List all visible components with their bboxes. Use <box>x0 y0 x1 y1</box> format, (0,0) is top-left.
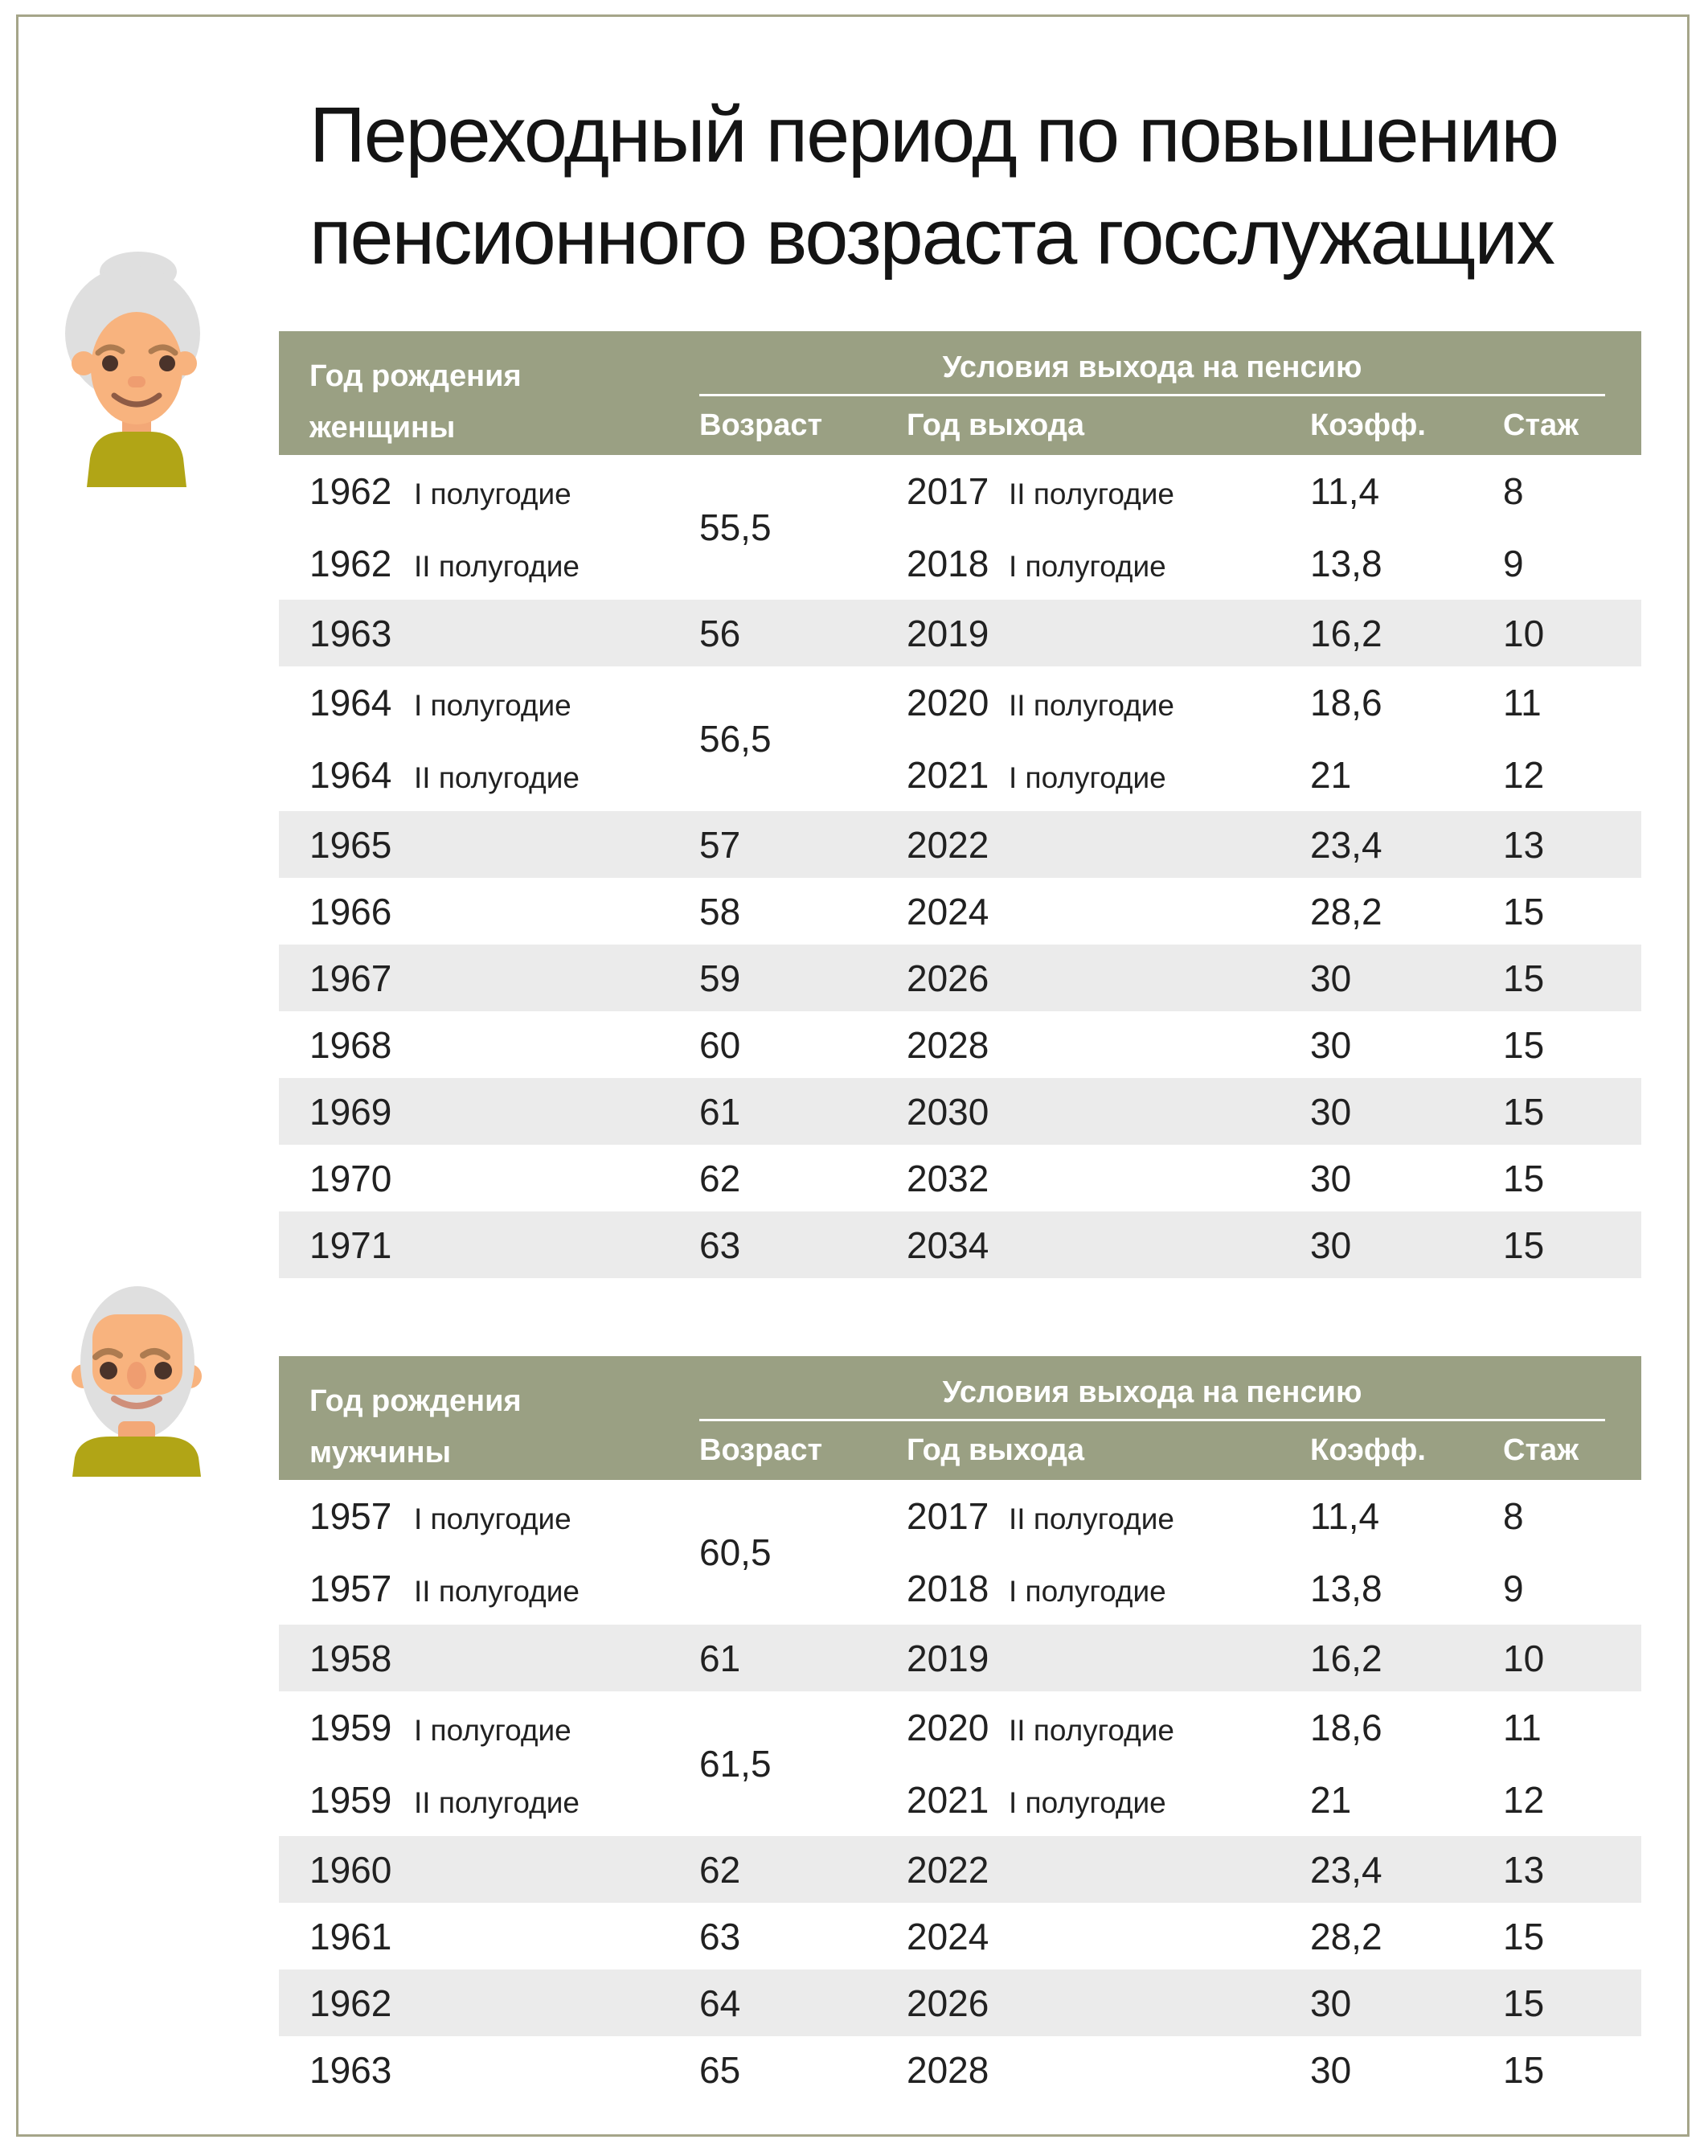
exit-year: 2024 <box>907 1915 989 1957</box>
birth-column-header: Год рождения женщины <box>309 359 522 445</box>
age-column-header: Возраст <box>699 408 823 442</box>
birth-year: 1969 <box>309 1090 392 1133</box>
age-cell: 58 <box>699 890 741 932</box>
men-table <box>279 1356 1641 2103</box>
age-cell: 65 <box>699 2048 741 2091</box>
coefficient-cell: 23,4 <box>1310 1848 1382 1891</box>
experience-cell: 15 <box>1503 1157 1545 1199</box>
table-subrow <box>279 666 1641 739</box>
experience-column-header: Стаж <box>1503 408 1579 442</box>
birth-half: II полугодие <box>414 1786 580 1819</box>
birth-year: 1971 <box>309 1224 392 1266</box>
page-title <box>309 84 1558 288</box>
birth-cell <box>309 823 414 867</box>
table-row <box>279 1480 1641 1625</box>
table-row <box>279 1970 1641 2036</box>
exit-cell <box>907 612 1009 655</box>
age-cell: 63 <box>699 1224 741 1266</box>
birth-cell <box>309 1778 580 1822</box>
birth-cell <box>309 1848 414 1892</box>
coefficient-cell: 18,6 <box>1310 1707 1382 1748</box>
birth-cell <box>309 1224 414 1267</box>
table-row <box>279 600 1641 666</box>
age-cell: 59 <box>699 957 741 999</box>
exit-cell <box>907 681 1174 724</box>
experience-cell: 15 <box>1503 1090 1545 1133</box>
birth-year: 1961 <box>309 1915 392 1957</box>
exit-year: 2022 <box>907 823 989 866</box>
table-row <box>279 2036 1641 2103</box>
coefficient-cell: 30 <box>1310 957 1352 999</box>
table-row <box>279 666 1641 811</box>
table-row <box>279 1625 1641 1691</box>
birth-year: 1959 <box>309 1779 392 1821</box>
exit-year: 2028 <box>907 2048 989 2091</box>
experience-cell: 15 <box>1503 957 1545 999</box>
exit-half: I полугодие <box>1009 1786 1166 1819</box>
exit-year: 2028 <box>907 1023 989 1066</box>
birth-half: I полугодие <box>414 1502 571 1535</box>
exit-year: 2022 <box>907 1848 989 1891</box>
coefficient-cell: 30 <box>1310 1224 1352 1266</box>
age-cell-merged: 56,5 <box>699 718 772 760</box>
birth-cell <box>309 890 414 933</box>
birth-year: 1966 <box>309 890 392 932</box>
table-subrow <box>279 455 1641 527</box>
birth-year: 1962 <box>309 543 392 584</box>
elderly-woman-avatar <box>64 251 205 489</box>
conditions-header: Условия выхода на пенсию <box>942 350 1362 384</box>
birth-cell <box>309 1982 414 2025</box>
experience-cell: 11 <box>1503 1707 1542 1748</box>
coefficient-cell: 21 <box>1310 754 1352 796</box>
coefficient-cell: 11,4 <box>1310 1495 1380 1537</box>
experience-cell: 15 <box>1503 1224 1545 1266</box>
exit-cell <box>907 1915 1009 1958</box>
birth-cell <box>309 1637 414 1680</box>
birth-cell <box>309 542 580 585</box>
exit-year: 2018 <box>907 1568 989 1609</box>
exit-cell <box>907 1706 1174 1749</box>
birth-cell <box>309 1023 414 1067</box>
exit-cell <box>907 1637 1009 1680</box>
table-row <box>279 455 1641 600</box>
women-table-header <box>279 331 1641 455</box>
exit-cell <box>907 957 1009 1000</box>
experience-cell: 10 <box>1503 1637 1545 1679</box>
header-divider-line <box>699 1419 1605 1421</box>
page-title-line2: пенсионного возраста госслужащих <box>309 193 1554 281</box>
birth-year: 1958 <box>309 1637 392 1679</box>
table-subrow <box>279 1764 1641 1836</box>
birth-year: 1963 <box>309 2048 392 2091</box>
age-cell: 57 <box>699 823 741 866</box>
experience-cell: 10 <box>1503 612 1545 654</box>
coefficient-cell: 30 <box>1310 2048 1352 2091</box>
table-subrow <box>279 1480 1641 1552</box>
age-cell: 60 <box>699 1023 741 1066</box>
birth-half: I полугодие <box>414 478 571 510</box>
coefficient-cell: 30 <box>1310 1982 1352 2024</box>
table-row <box>279 1691 1641 1836</box>
experience-cell: 8 <box>1503 1495 1524 1537</box>
experience-cell: 15 <box>1503 2048 1545 2091</box>
birth-year: 1964 <box>309 754 392 796</box>
coefficient-cell: 30 <box>1310 1090 1352 1133</box>
exit-cell <box>907 1023 1009 1067</box>
age-cell: 56 <box>699 612 741 654</box>
birth-cell <box>309 1090 414 1133</box>
exit-year: 2021 <box>907 1779 989 1821</box>
exit-year: 2034 <box>907 1224 989 1266</box>
table-subrow <box>279 739 1641 811</box>
birth-year: 1965 <box>309 823 392 866</box>
birth-year: 1970 <box>309 1157 392 1199</box>
birth-year: 1960 <box>309 1848 392 1891</box>
elderly-man-avatar <box>68 1286 205 1479</box>
birth-year: 1957 <box>309 1495 392 1537</box>
birth-cell <box>309 1494 571 1538</box>
coefficient-column-header: Коэфф. <box>1310 1433 1426 1467</box>
exit-year: 2030 <box>907 1090 989 1133</box>
coefficient-cell: 16,2 <box>1310 1637 1382 1679</box>
exit-year: 2032 <box>907 1157 989 1199</box>
women-table <box>279 331 1641 1278</box>
table-subrow <box>279 527 1641 600</box>
coefficient-column-header: Коэфф. <box>1310 408 1426 442</box>
exit-cell <box>907 753 1166 797</box>
exit-cell <box>907 1090 1009 1133</box>
experience-cell: 13 <box>1503 1848 1545 1891</box>
table-row <box>279 1078 1641 1145</box>
birth-year: 1967 <box>309 957 392 999</box>
age-cell: 61 <box>699 1637 741 1679</box>
table-row <box>279 1011 1641 1078</box>
birth-cell <box>309 1567 580 1610</box>
table-row <box>279 1211 1641 1278</box>
birth-year: 1962 <box>309 1982 392 2024</box>
birth-year: 1964 <box>309 682 392 723</box>
coefficient-cell: 21 <box>1310 1779 1352 1821</box>
birth-cell <box>309 753 580 797</box>
exit-year-column-header: Год выхода <box>907 408 1085 442</box>
experience-cell: 12 <box>1503 754 1545 796</box>
exit-year: 2020 <box>907 1707 989 1748</box>
birth-cell <box>309 1915 414 1958</box>
exit-year: 2019 <box>907 612 989 654</box>
exit-cell <box>907 2048 1009 2092</box>
birth-year: 1968 <box>309 1023 392 1066</box>
exit-cell <box>907 1778 1166 1822</box>
exit-half: I полугодие <box>1009 1575 1166 1608</box>
exit-half: I полугодие <box>1009 550 1166 583</box>
age-cell-merged: 60,5 <box>699 1531 772 1573</box>
exit-year: 2019 <box>907 1637 989 1679</box>
exit-cell <box>907 1494 1174 1538</box>
exit-year: 2017 <box>907 470 989 512</box>
coefficient-cell: 23,4 <box>1310 823 1382 866</box>
birth-cell <box>309 681 571 724</box>
age-cell: 62 <box>699 1848 741 1891</box>
exit-year: 2024 <box>907 890 989 932</box>
table-row <box>279 945 1641 1011</box>
coefficient-cell: 30 <box>1310 1023 1352 1066</box>
table-row <box>279 878 1641 945</box>
exit-cell <box>907 1567 1166 1610</box>
exit-cell <box>907 1157 1009 1200</box>
age-cell: 63 <box>699 1915 741 1957</box>
exit-cell <box>907 469 1174 513</box>
birth-half: II полугодие <box>414 550 580 583</box>
age-column-header: Возраст <box>699 1433 823 1467</box>
coefficient-cell: 13,8 <box>1310 543 1382 584</box>
experience-cell: 15 <box>1503 1023 1545 1066</box>
table-row <box>279 811 1641 878</box>
experience-cell: 15 <box>1503 1982 1545 2024</box>
coefficient-cell: 16,2 <box>1310 612 1382 654</box>
birth-cell <box>309 1706 571 1749</box>
coefficient-cell: 30 <box>1310 1157 1352 1199</box>
experience-cell: 13 <box>1503 823 1545 866</box>
experience-cell: 15 <box>1503 890 1545 932</box>
age-cell: 64 <box>699 1982 741 2024</box>
age-cell-merged: 61,5 <box>699 1743 772 1785</box>
exit-cell <box>907 1982 1009 2025</box>
table-subrow <box>279 1691 1641 1764</box>
exit-cell <box>907 1224 1009 1267</box>
experience-cell: 9 <box>1503 543 1524 584</box>
birth-year: 1962 <box>309 470 392 512</box>
birth-half: II полугодие <box>414 1575 580 1608</box>
experience-cell: 15 <box>1503 1915 1545 1957</box>
exit-half: I полугодие <box>1009 761 1166 794</box>
table-row <box>279 1903 1641 1970</box>
birth-year: 1959 <box>309 1707 392 1748</box>
birth-cell <box>309 469 571 513</box>
exit-year: 2018 <box>907 543 989 584</box>
exit-year: 2026 <box>907 1982 989 2024</box>
exit-year: 2020 <box>907 682 989 723</box>
birth-cell <box>309 2048 414 2092</box>
exit-year: 2021 <box>907 754 989 796</box>
exit-half: II полугодие <box>1009 478 1175 510</box>
men-table-header <box>279 1356 1641 1480</box>
birth-column-header: Год рождения мужчины <box>309 1384 522 1469</box>
birth-cell <box>309 612 414 655</box>
experience-column-header: Стаж <box>1503 1433 1579 1467</box>
header-divider-line <box>699 394 1605 396</box>
exit-half: II полугодие <box>1009 1714 1175 1747</box>
exit-half: II полугодие <box>1009 689 1175 722</box>
exit-year: 2026 <box>907 957 989 999</box>
birth-cell <box>309 1157 414 1200</box>
birth-half: I полугодие <box>414 689 571 722</box>
coefficient-cell: 28,2 <box>1310 1915 1382 1957</box>
exit-cell <box>907 890 1009 933</box>
page-title-line1: Переходный период по повышению <box>309 91 1558 178</box>
experience-cell: 9 <box>1503 1568 1524 1609</box>
age-cell: 62 <box>699 1157 741 1199</box>
exit-cell <box>907 1848 1009 1892</box>
exit-cell <box>907 542 1166 585</box>
table-row <box>279 1145 1641 1211</box>
experience-cell: 11 <box>1503 682 1542 723</box>
conditions-header: Условия выхода на пенсию <box>942 1375 1362 1409</box>
coefficient-cell: 13,8 <box>1310 1568 1382 1609</box>
coefficient-cell: 11,4 <box>1310 470 1380 512</box>
table-row <box>279 1836 1641 1903</box>
coefficient-cell: 18,6 <box>1310 682 1382 723</box>
exit-cell <box>907 823 1009 867</box>
birth-year: 1963 <box>309 612 392 654</box>
age-cell: 61 <box>699 1090 741 1133</box>
experience-cell: 8 <box>1503 470 1524 512</box>
exit-half: II полугодие <box>1009 1502 1175 1535</box>
table-subrow <box>279 1552 1641 1625</box>
coefficient-cell: 28,2 <box>1310 890 1382 932</box>
exit-year-column-header: Год выхода <box>907 1433 1085 1467</box>
exit-year: 2017 <box>907 1495 989 1537</box>
birth-half: I полугодие <box>414 1714 571 1747</box>
birth-year: 1957 <box>309 1568 392 1609</box>
experience-cell: 12 <box>1503 1779 1545 1821</box>
age-cell-merged: 55,5 <box>699 506 772 548</box>
birth-cell <box>309 957 414 1000</box>
birth-half: II полугодие <box>414 761 580 794</box>
